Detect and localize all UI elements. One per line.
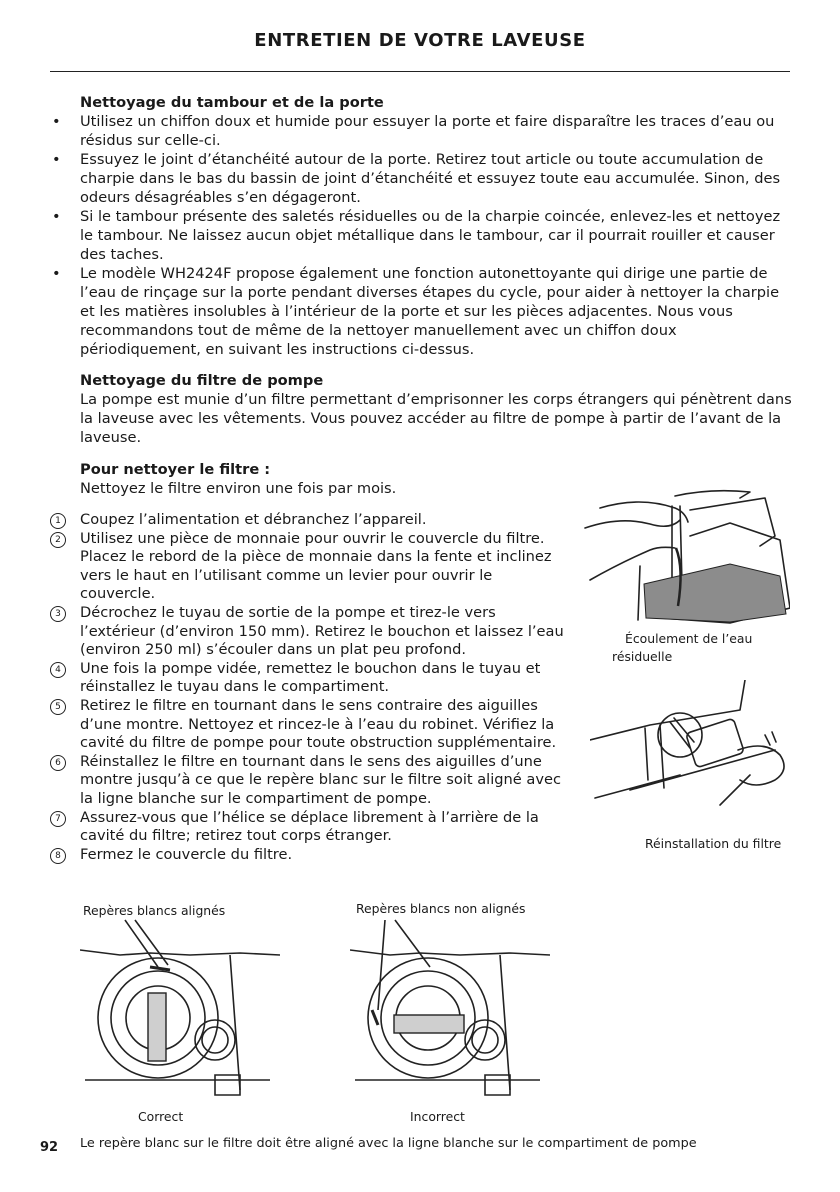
filter-incorrect-alignment-figure [350,915,550,1105]
drain-caption-line2: résiduelle [612,649,673,664]
step-number-badge: 2 [50,532,66,548]
section-heading-clean-filter: Pour nettoyer le filtre : [80,461,271,478]
drain-water-illustration [580,488,790,633]
bullet-dot: • [52,151,61,168]
step-item: 5 Retirez le filtre en tournant dans le sens contraire des aiguilles d’une montre. Nettoyez et rincez-le à l’eau du robinet. Vérifiez la cavité du filtre de pompe pour toute obstruction supplémentaire. [50,697,570,753]
correct-label: Correct [138,1109,184,1124]
not-aligned-marks-label: Repères blancs non alignés [356,901,526,916]
drain-caption-line1: Écoulement de l’eau [625,631,753,646]
bullet-dot: • [52,208,61,225]
step-item: 3 Décrochez le tuyau de sortie de la pompe et tirez-le vers l’extérieur (d’environ 150 mm). Retirez le bouchon et laissez l’eau (environ 250 ml) s’écouler dans un plat peu profond. [50,604,570,660]
pump-filter-paragraph: La pompe est munie d’un filtre permettant d’emprisonner les corps étrangers qui pénètrent dans la laveuse avec les vêtements. Vous pouvez accéder au filtre de pompe à partir de l’avant de la laveuse. [80,391,792,446]
header-divider [50,71,790,72]
filter-reinstall-illustration [590,680,790,830]
step-number-badge: 4 [50,662,66,678]
step-item: 4 Une fois la pompe vidée, remettez le bouchon dans le tuyau et réinstallez le tuyau dans le compartiment. [50,660,570,697]
bullet-item: • Utilisez un chiffon doux et humide pour essuyer la porte et faire disparaître les traces d’eau ou résidus sur celle-ci. [52,113,775,149]
step-number-badge: 6 [50,755,66,771]
section-heading-drum: Nettoyage du tambour et de la porte [80,94,384,111]
step-item: 1 Coupez l’alimentation et débranchez l’appareil. [50,511,570,530]
step-item: 8 Fermez le couvercle du filtre. [50,846,570,865]
cleaning-steps-list [50,511,570,864]
bullet-dot: • [52,113,61,130]
clean-filter-intro: Nettoyez le filtre environ une fois par mois. [80,480,397,497]
step-item: 2 Utilisez une pièce de monnaie pour ouvrir le couvercle du filtre. Placez le rebord de la pièce de monnaie dans la fente et inclinez vers le haut en l’utilisant comme un levier pour ouvrir le couvercle. [50,530,570,604]
incorrect-label: Incorrect [410,1109,465,1124]
bullet-item: • Si le tambour présente des saletés résiduelles ou de la charpie coincée, enlevez-les et nettoyez le tambour. Ne laissez aucun objet métallique dans le tambour, car il pourrait rouiller et causer des taches. [52,208,781,263]
aligned-marks-label: Repères blancs alignés [83,903,226,918]
footer-note: Le repère blanc sur le filtre doit être aligné avec la ligne blanche sur le compartiment de pompe [80,1136,697,1151]
step-number-badge: 7 [50,811,66,827]
bullet-item: • Le modèle WH2424F propose également une fonction autonettoyante qui dirige une partie de l’eau de rinçage sur la porte pendant diverses étapes du cycle, pour aider à nettoyer la charpie et les matières insolubles à l’intérieur de la porte et sur les pièces adjacentes. Nous vous recommandons tout de même de la nettoyer manuellement avec un chiffon doux périodiquement, en suivant les instructions ci-dessus. [52,265,780,358]
step-number-badge: 8 [50,848,66,864]
page-number: 92 [40,1140,59,1155]
bullet-item: • Essuyez le joint d’étanchéité autour de la porte. Retirez tout article ou toute accumulation de charpie dans le bas du bassin de joint d’étanchéité et essuyez toute eau accumulée. Sinon, des odeurs désagréables s’en dégageront. [52,151,781,206]
step-item: 6 Réinstallez le filtre en tournant dans le sens des aiguilles d’une montre jusqu’à ce que le repère blanc sur le filtre soit aligné avec la ligne blanche sur le compartiment de pompe. [50,753,570,809]
step-number-badge: 3 [50,606,66,622]
step-number-badge: 5 [50,699,66,715]
step-item: 7 Assurez-vous que l’hélice se déplace librement à l’arrière de la cavité du filtre; retirez tout corps étranger. [50,809,570,846]
reinstall-caption: Réinstallation du filtre [645,836,782,851]
page-title: ENTRETIEN DE VOTRE LAVEUSE [254,30,586,51]
filter-correct-alignment-figure [80,915,280,1105]
bullet-dot: • [52,265,61,282]
step-number-badge: 1 [50,513,66,529]
drum-bullet-list [50,112,795,359]
section-heading-pump-filter: Nettoyage du filtre de pompe [80,372,324,389]
